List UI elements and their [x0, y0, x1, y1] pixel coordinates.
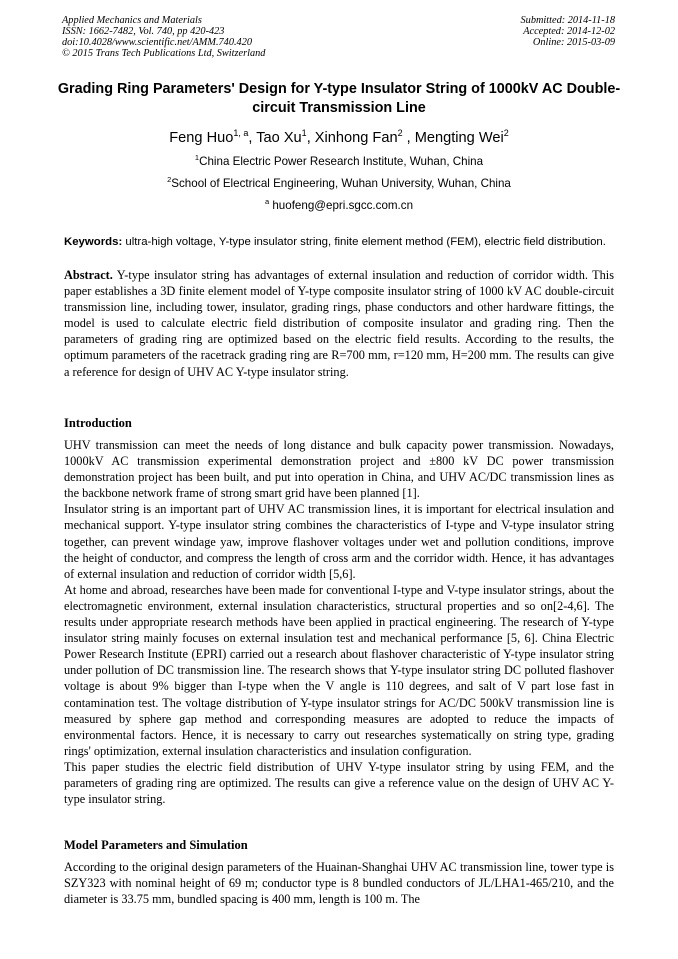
copyright-line: © 2015 Trans Tech Publications Ltd, Switzerland — [62, 48, 266, 59]
affiliation-mark: 1 — [194, 153, 200, 162]
paragraph: At home and abroad, researches have been made for conventional I-type and V-type insulator strings, about the electromagnetic environment, external insulation characteristics, structural properties and so on[2-4,6]. The results under appropriate research methods have been applied in practical engineering. The research of Y-type insulator string mainly focuses on external insulation test and mechanical performance [5, 6]. China Electric Power Research Institute (EPRI) carried out a research about flashover characteristic of Y-type insulator string under pollution of DC transmission line. The research shows that Y-type insulator string DC polluted flashover voltage is about 9% bigger than I-type when the V angle is 110 degrees, and salt of V part lose fast in contamination test. The voltage distribution of Y-type insulator strings for AC/DC 500kV transmission line is measured by sphere gap method and corresponding measures are adopted to reduce the impacts of environmental factors. Hence, it is necessary to carry out researches systematically on string type, grading rings' optimization, external insulation characteristics and insulation configuration. — [64, 582, 614, 758]
corresponding-email — [0, 199, 678, 213]
paragraph: This paper studies the electric field distribution of UHV Y-type insulator string by using FEM, and the parameters of grading ring are optimized. The results can give a reference value on the design of UHV AC Y-type insulator string. — [64, 759, 614, 807]
abstract — [64, 267, 614, 380]
paragraph: Insulator string is an important part of UHV AC transmission lines, it is important for electrical insulation and mechanical support. Y-type insulator string combines the characteristics of I-type and V-type insulator string together, can prevent windage yaw, improve flashover voltages under wet and pollution conditions, improve the height of conductor, and compress the length of cross arm and the corridor width. Hence, it has advantages of external insulation and reduction of corridor width [5,6]. — [64, 502, 614, 581]
accepted-date: Accepted: 2014-12-02 — [523, 26, 615, 37]
author-separator: , — [248, 130, 257, 146]
keywords-text: ultra-high voltage, Y-type insulator string, finite element method (FEM), electric field distribution. — [122, 236, 606, 248]
submitted-date: Submitted: 2014-11-18 — [520, 15, 615, 26]
keywords-label: Keywords: — [64, 236, 123, 248]
author-name: Tao Xu — [256, 130, 302, 146]
abstract-text: Y-type insulator string has advantages of external insulation and reduction of corridor width. This paper establishes a 3D finite element model of Y-type composite insulator string of 1000 kV AC double-circuit transmission line, including tower, insulator, grading rings, phase conductors and other hardware fittings, the model is used to calculate electric field distribution of composite insulator and grading ring. Then the parameters of grading ring are optimized based on the electric field results. According to the results, the optimum parameters of the racetrack grading ring are R=700 mm, r=120 mm, H=200 mm. The results can give a reference for design of UHV AC Y-type insulator string. — [64, 268, 614, 379]
author-list — [0, 128, 678, 148]
paragraph: UHV transmission can meet the needs of long distance and bulk capacity power transmission. Nowadays, 1000kV AC transmission experimental demonstration project and ±800 kV DC power transmission demonstration project has been built, and put into operation in China, and UHV AC/DC transmission lines as the backbone network frame of strong smart grid have been planned [1]. — [64, 438, 614, 501]
journal-header — [62, 15, 265, 59]
affiliation-mark: 2 — [167, 175, 172, 184]
author-affiliation-mark: 1, a — [233, 128, 249, 138]
introduction-body — [64, 437, 614, 807]
affiliation-1 — [0, 155, 678, 169]
dates-header — [521, 15, 615, 48]
keywords — [64, 235, 614, 250]
abstract-label: Abstract. — [64, 268, 113, 282]
email-mark: a — [264, 197, 270, 206]
model-body — [64, 859, 614, 907]
author-separator: , — [306, 130, 315, 146]
email-address: huofeng@epri.sgcc.com.cn — [269, 199, 414, 212]
paragraph: According to the original design parameters of the Huainan-Shanghai UHV AC transmission line, tower type is SZY323 with nominal height of 69 m; conductor type is 8 bundled conductors of JL/LHA1-465/210, and the diameter is 33.75 mm, bundled spacing is 400 mm, length is 100 m. The — [64, 860, 614, 907]
author-name: Feng Huo — [169, 130, 234, 146]
affiliation-text: China Electric Power Research Institute, Wuhan, China — [199, 155, 484, 168]
paper-title: Grading Ring Parameters' Design for Y-type Insulator String of 1000kV AC Double-circuit Transmission Line — [57, 81, 621, 116]
author-name: Mengting Wei — [414, 130, 504, 146]
affiliation-text: School of Electrical Engineering, Wuhan University, Wuhan, China — [171, 177, 511, 190]
journal-name: Applied Mechanics and Materials — [62, 15, 202, 26]
author-name: Xinhong Fan — [314, 130, 398, 146]
section-heading-introduction: Introduction — [64, 416, 132, 430]
author-affiliation-mark: 2 — [503, 128, 509, 138]
author-affiliation-mark: 1 — [301, 128, 307, 138]
issn-line: ISSN: 1662-7482, Vol. 740, pp 420-423 — [62, 26, 225, 37]
affiliation-2 — [0, 177, 678, 191]
author-affiliation-mark: 2 — [397, 128, 403, 138]
section-heading-model: Model Parameters and Simulation — [64, 838, 248, 852]
online-date: Online: 2015-03-09 — [532, 37, 615, 48]
author-separator: , — [402, 130, 415, 146]
doi-line: doi:10.4028/www.scientific.net/AMM.740.420 — [62, 37, 252, 48]
